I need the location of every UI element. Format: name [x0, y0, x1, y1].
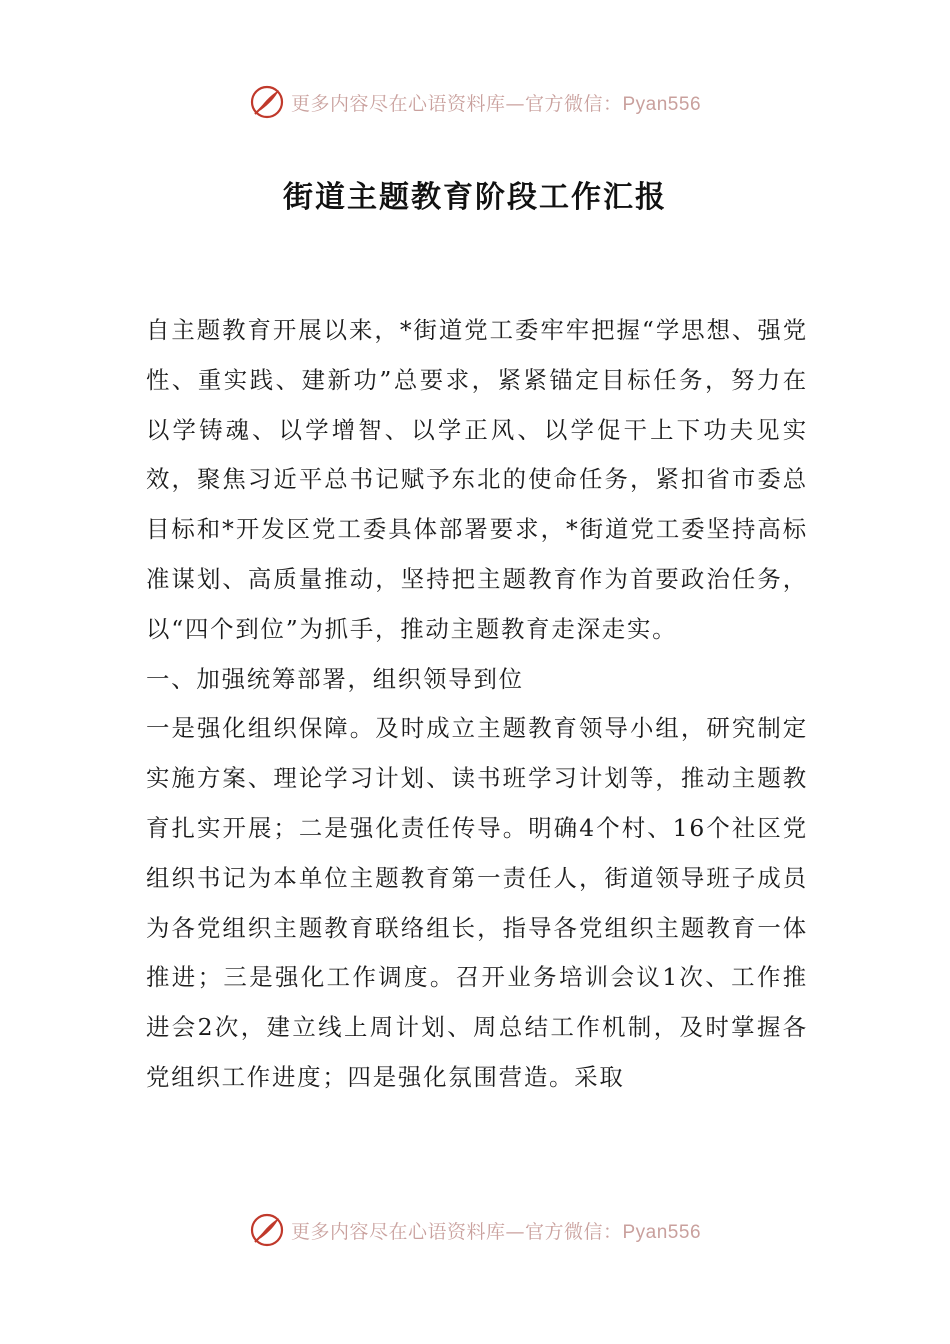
footer-banner-text: 更多内容尽在心语资料库—官方微信：Pyan556 — [290, 1220, 702, 1243]
footer-banner — [0, 1210, 950, 1250]
header-banner — [0, 82, 950, 122]
header-wechat-id: Pyan556 — [622, 93, 702, 115]
footer-wechat-id: Pyan556 — [622, 1221, 702, 1243]
section-heading-1: 一、加强统筹部署，组织领导到位 — [146, 664, 524, 693]
header-banner-text: 更多内容尽在心语资料库—官方微信：Pyan556 — [290, 92, 702, 115]
quill-logo-icon — [249, 1212, 285, 1248]
document-body — [146, 306, 808, 1103]
document-title: 街道主题教育阶段工作汇报 — [283, 180, 667, 215]
section-1-paragraph: 一是强化组织保障。及时成立主题教育领导小组，研究制定实施方案、理论学习计划、读书班学习计划等，推动主题教育扎实开展；二是强化责任传导。明确4个村、16个社区党组织书记为本单位主题教育第一责任人，街道领导班子成员为各党组织主题教育联络组长，指导各党组织主题教育一体推进；三是强化工作调度。召开业务培训会议1次、工作推进会2次，建立线上周计划、周总结工作机制，及时掌握各党组织工作进度；四是强化氛围营造。采取 — [146, 714, 808, 1091]
quill-logo-icon — [249, 84, 285, 120]
intro-paragraph: 自主题教育开展以来，*街道党工委牢牢把握“学思想、强党性、重实践、建新功”总要求，紧紧锚定目标任务，努力在以学铸魂、以学增智、以学正风、以学促干上下功夫见实效，聚焦习近平总书记赋予东北的使命任务，紧扣省市委总目标和*开发区党工委具体部署要求，*街道党工委坚持高标准谋划、高质量推动，坚持把主题教育作为首要政治任务，以“四个到位”为抓手，推动主题教育走深走实。 — [146, 316, 808, 643]
